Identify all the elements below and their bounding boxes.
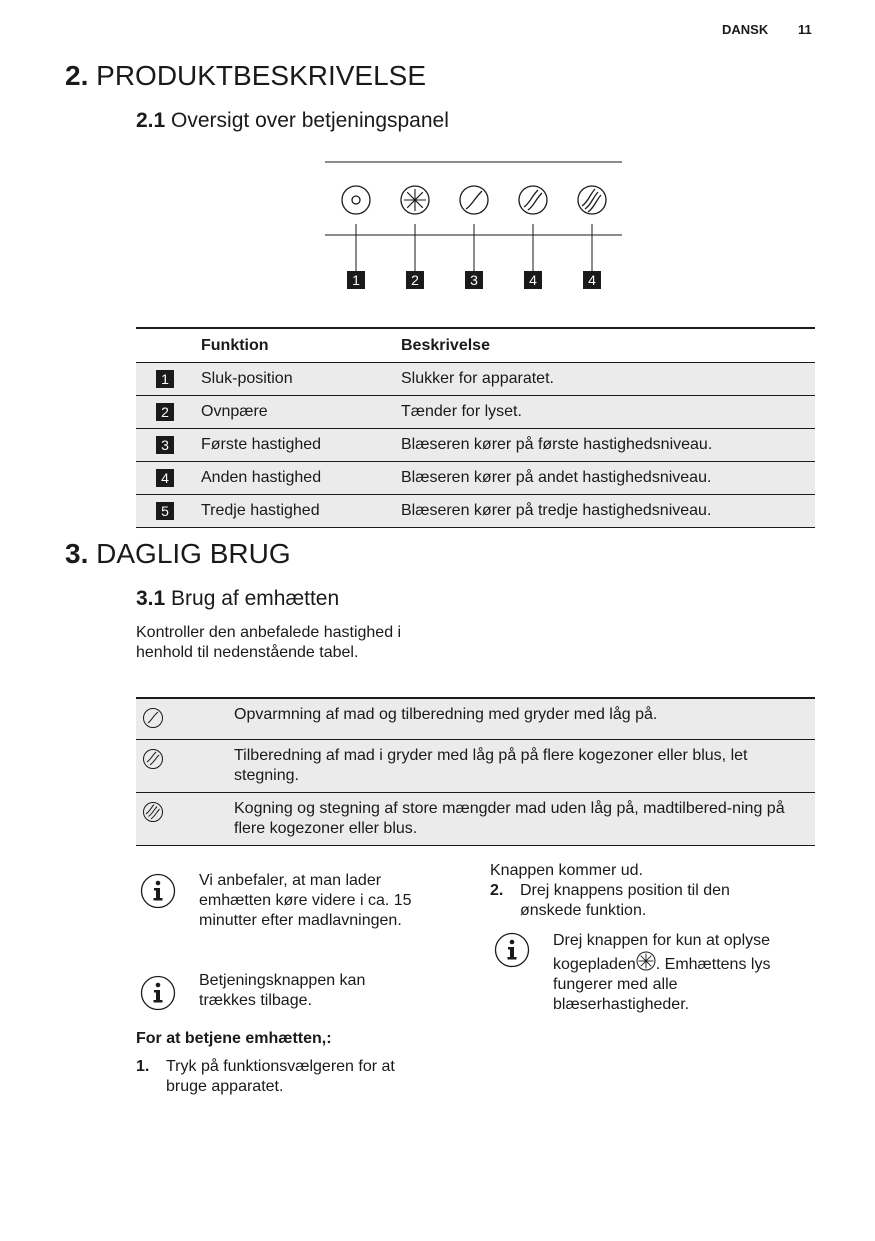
section-2-number: 2. bbox=[65, 60, 89, 91]
step-1-number: 1. bbox=[136, 1058, 150, 1075]
table-row bbox=[136, 462, 815, 495]
section-3-1-number: 3.1 bbox=[136, 587, 166, 610]
info-note-2: Betjeningsknappen kan trækkes tilbage. bbox=[199, 972, 366, 1009]
description-cell: Tænder for lyset. bbox=[401, 403, 522, 420]
info-icon bbox=[140, 873, 176, 909]
speed-1-icon bbox=[460, 186, 488, 214]
info-note-1: Vi anbefaler, at man lader emhætten køre videre i ca. 15 minutter efter madlavningen. bbox=[199, 872, 412, 929]
section-2-title: PRODUKTBESKRIVELSE bbox=[96, 60, 427, 91]
table-header-row bbox=[136, 328, 815, 363]
off-position-icon bbox=[342, 186, 370, 214]
speed-3-icon bbox=[578, 186, 606, 214]
speed-1-text: Opvarmning af mad og tilberedning med gryder med låg på. bbox=[234, 706, 658, 723]
panel-label-2 bbox=[406, 271, 424, 289]
panel-label-3 bbox=[465, 271, 483, 289]
panel-label-1 bbox=[347, 271, 365, 289]
description-cell: Slukker for apparatet. bbox=[401, 370, 554, 387]
description-cell: Blæseren kører på første hastighedsniveau. bbox=[401, 436, 713, 453]
table-row bbox=[136, 429, 815, 462]
section-2-1-number: 2.1 bbox=[136, 109, 166, 132]
step-1-continued: Knappen kommer ud. bbox=[490, 862, 643, 879]
light-icon bbox=[401, 186, 429, 214]
table-row bbox=[136, 495, 815, 528]
speed-row-2 bbox=[136, 739, 815, 792]
light-icon bbox=[636, 951, 656, 971]
speed-2-text: Tilberedning af mad i gryder med låg på på flere kogezoner eller blus, let stegning. bbox=[234, 747, 748, 784]
panel-label-2-text: 2 bbox=[411, 272, 419, 288]
info-note-3-part-2: . Emhættens lys fungerer med alle blæserhastigheder. bbox=[553, 956, 771, 1013]
table-row bbox=[136, 396, 815, 429]
step-1-text: Tryk på funktionsvælgeren for at bruge apparatet. bbox=[166, 1058, 395, 1095]
speed-row-3 bbox=[136, 792, 815, 845]
panel-label-3-text: 3 bbox=[470, 272, 478, 288]
function-cell: Tredje hastighed bbox=[201, 502, 320, 519]
panel-label-4a bbox=[524, 271, 542, 289]
panel-label-4a-text: 4 bbox=[529, 272, 537, 288]
page-number: 11 bbox=[798, 22, 812, 37]
step-2-number: 2. bbox=[490, 882, 504, 899]
section-2-1-heading bbox=[136, 108, 449, 134]
speed-3-icon bbox=[142, 801, 164, 823]
section-3-1-title: Brug af emhætten bbox=[171, 587, 340, 610]
row-number-badge: 1 bbox=[156, 370, 174, 388]
panel-label-4b-text: 4 bbox=[588, 272, 596, 288]
intro-line-2: henhold til nedenstående tabel. bbox=[136, 644, 359, 661]
section-3-number: 3. bbox=[65, 538, 89, 569]
panel-label-1-text: 1 bbox=[352, 272, 360, 288]
speed-2-icon bbox=[519, 186, 547, 214]
language-label: DANSK bbox=[722, 22, 769, 37]
description-cell: Blæseren kører på andet hastighedsniveau. bbox=[401, 469, 712, 486]
control-panel-diagram bbox=[325, 160, 625, 295]
section-2-heading bbox=[65, 60, 426, 92]
intro-paragraph bbox=[136, 623, 401, 663]
panel-label-4b bbox=[583, 271, 601, 289]
info-icon bbox=[494, 932, 530, 968]
section-3-1-heading bbox=[136, 586, 339, 612]
row-number-badge: 5 bbox=[156, 502, 174, 520]
function-cell: Første hastighed bbox=[201, 436, 322, 453]
intro-line-1: Kontroller den anbefalede hastighed i bbox=[136, 624, 402, 641]
row-number-badge: 4 bbox=[156, 469, 174, 487]
info-note-3-part-1: Drej knappen for kun at oplyse kogepladen bbox=[553, 932, 771, 973]
row-number-badge: 2 bbox=[156, 403, 174, 421]
function-cell: Anden hastighed bbox=[201, 469, 322, 486]
speed-3-text: Kogning og stegning af store mængder mad uden låg på, madtilbered-ning på flere kogezoner eller blus. bbox=[234, 800, 785, 837]
speed-table bbox=[136, 697, 815, 846]
info-note-3 bbox=[553, 931, 793, 1015]
function-cell: Sluk-position bbox=[201, 370, 293, 387]
function-cell: Ovnpære bbox=[201, 403, 268, 420]
function-table bbox=[136, 327, 815, 528]
column-header-description: Beskrivelse bbox=[401, 336, 490, 354]
step-2-text: Drej knappens position til den ønskede funktion. bbox=[520, 882, 730, 919]
info-icon bbox=[140, 975, 176, 1011]
row-number-badge: 3 bbox=[156, 436, 174, 454]
section-2-1-title: Oversigt over betjeningspanel bbox=[171, 109, 449, 132]
column-header-function: Funktion bbox=[201, 336, 269, 354]
speed-row-1 bbox=[136, 699, 815, 739]
speed-1-icon bbox=[142, 707, 164, 729]
operate-heading: For at betjene emhætten,: bbox=[136, 1030, 332, 1047]
table-row bbox=[136, 363, 815, 396]
description-cell: Blæseren kører på tredje hastighedsniveau. bbox=[401, 502, 712, 519]
speed-2-icon bbox=[142, 748, 164, 770]
section-3-heading bbox=[65, 538, 291, 570]
section-3-title: DAGLIG BRUG bbox=[96, 538, 291, 569]
